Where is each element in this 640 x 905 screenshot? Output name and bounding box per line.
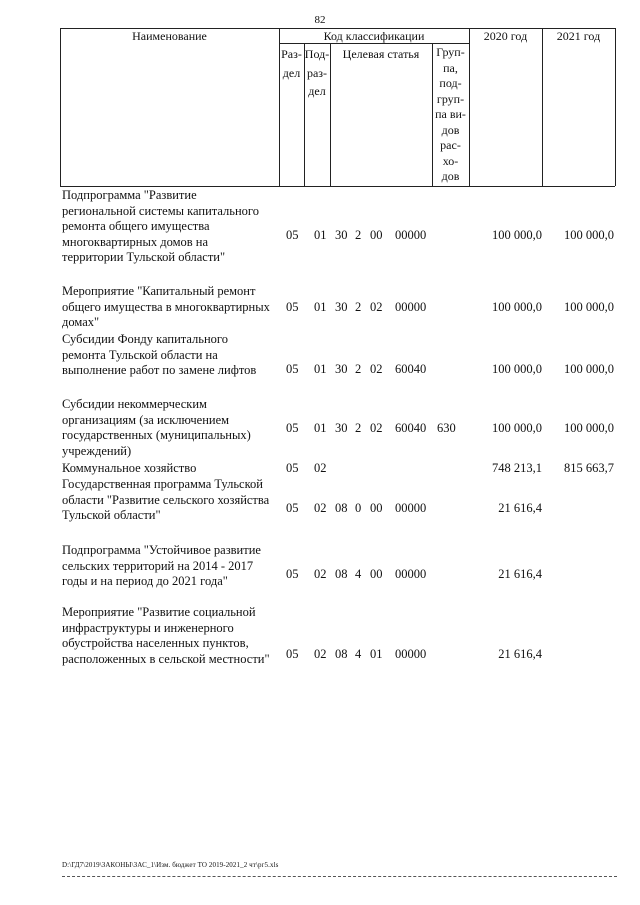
file-path: D:\ГД7\2019\ЗАКОНЫ\ЗАС_1\Изм. бюджет ТО 2019-2021_2 чт\рг5.xls	[62, 861, 279, 869]
divider-2020-2021	[542, 28, 543, 186]
header-razdel: Раз- дел	[281, 47, 302, 80]
cell-direction: 00000	[395, 647, 427, 661]
cell-expense-type: 630	[437, 421, 456, 435]
cell-subprogram: 0	[355, 501, 362, 515]
cell-2020: 100 000,0	[492, 421, 542, 435]
header-code: Код классификации	[323, 29, 425, 43]
page-number: 82	[314, 14, 326, 26]
cell-2021: 100 000,0	[564, 228, 614, 242]
row-name: Мероприятие "Развитие социальной инфраструктуры и инженерного обустройства населенных пунктов, расположенных в сельской местности"	[62, 605, 270, 666]
divider-podrazdel	[330, 43, 331, 186]
row-name: Субсидии Фонду капитального ремонта Тульской области на выполнение работ по замене лифтов	[62, 332, 257, 377]
row-name: Коммунальное хозяйство	[62, 461, 197, 475]
cell-program: 30	[335, 300, 348, 314]
cell-razdel: 05	[286, 421, 299, 435]
header-left-border	[60, 28, 61, 186]
cell-2021: 100 000,0	[564, 300, 614, 314]
footer-rule	[62, 876, 617, 877]
cell-podrazdel: 02	[314, 501, 327, 515]
cell-2020: 21 616,4	[498, 567, 542, 581]
divider-code-2020	[469, 28, 470, 186]
header-bottom-border	[60, 186, 615, 187]
cell-razdel: 05	[286, 647, 299, 661]
cell-program: 08	[335, 501, 348, 515]
cell-subprogram: 2	[355, 421, 362, 435]
cell-razdel: 05	[286, 362, 299, 376]
cell-razdel: 05	[286, 567, 299, 581]
cell-measure: 00	[370, 228, 383, 242]
row-name: Подпрограмма "Устойчивое развитие сельских территорий на 2014 - 2017 годы и на период до 2021 года"	[62, 543, 261, 588]
cell-direction: 60040	[395, 362, 427, 376]
cell-2021: 815 663,7	[564, 461, 614, 475]
cell-podrazdel: 01	[314, 362, 327, 376]
cell-measure: 02	[370, 421, 383, 435]
cell-subprogram: 2	[355, 362, 362, 376]
cell-program: 08	[335, 567, 348, 581]
cell-program: 30	[335, 228, 348, 242]
cell-podrazdel: 02	[314, 647, 327, 661]
cell-razdel: 05	[286, 228, 299, 242]
cell-2020: 100 000,0	[492, 300, 542, 314]
cell-podrazdel: 01	[314, 228, 327, 242]
cell-measure: 00	[370, 567, 383, 581]
cell-measure: 00	[370, 501, 383, 515]
cell-subprogram: 4	[355, 647, 362, 661]
row-name: Подпрограмма "Развитие региональной системы капитального ремонта общего имущества многоквартирных домов на территории Тульской области"	[62, 188, 259, 264]
row-name: Мероприятие "Капитальный ремонт общего имущества в многоквартирных домах"	[62, 284, 270, 329]
cell-measure: 01	[370, 647, 383, 661]
header-name: Наименование	[132, 29, 207, 43]
cell-podrazdel: 01	[314, 421, 327, 435]
cell-direction: 60040	[395, 421, 427, 435]
cell-podrazdel: 01	[314, 300, 327, 314]
cell-razdel: 05	[286, 461, 299, 475]
cell-podrazdel: 02	[314, 461, 327, 475]
cell-razdel: 05	[286, 501, 299, 515]
cell-podrazdel: 02	[314, 567, 327, 581]
header-target: Целевая статья	[342, 47, 420, 61]
cell-direction: 00000	[395, 300, 427, 314]
header-right-border	[615, 28, 616, 186]
cell-2021: 100 000,0	[564, 421, 614, 435]
cell-program: 08	[335, 647, 348, 661]
cell-subprogram: 2	[355, 228, 362, 242]
cell-program: 30	[335, 362, 348, 376]
row-name: Субсидии некоммерческим организациям (за исключением государственных (муниципальных) учреждений)	[62, 397, 251, 458]
cell-2020: 21 616,4	[498, 647, 542, 661]
row-name: Государственная программа Тульской области "Развитие сельского хозяйства Тульской области"	[62, 477, 270, 522]
cell-measure: 02	[370, 300, 383, 314]
cell-2021: 100 000,0	[564, 362, 614, 376]
cell-2020: 21 616,4	[498, 501, 542, 515]
cell-direction: 00000	[395, 228, 427, 242]
cell-2020: 100 000,0	[492, 362, 542, 376]
cell-razdel: 05	[286, 300, 299, 314]
cell-measure: 02	[370, 362, 383, 376]
cell-program: 30	[335, 421, 348, 435]
cell-direction: 00000	[395, 567, 427, 581]
cell-2020: 748 213,1	[492, 461, 542, 475]
header-group: Груп- па, под- груп- па ви- дов рас- хо- дов	[435, 45, 466, 183]
header-2020: 2020 год	[483, 29, 528, 43]
cell-subprogram: 4	[355, 567, 362, 581]
cell-2020: 100 000,0	[492, 228, 542, 242]
header-podrazdel: Под- раз- дел	[304, 47, 330, 98]
table-header	[60, 28, 615, 187]
cell-subprogram: 2	[355, 300, 362, 314]
cell-direction: 00000	[395, 501, 427, 515]
header-2021: 2021 год	[556, 29, 601, 43]
